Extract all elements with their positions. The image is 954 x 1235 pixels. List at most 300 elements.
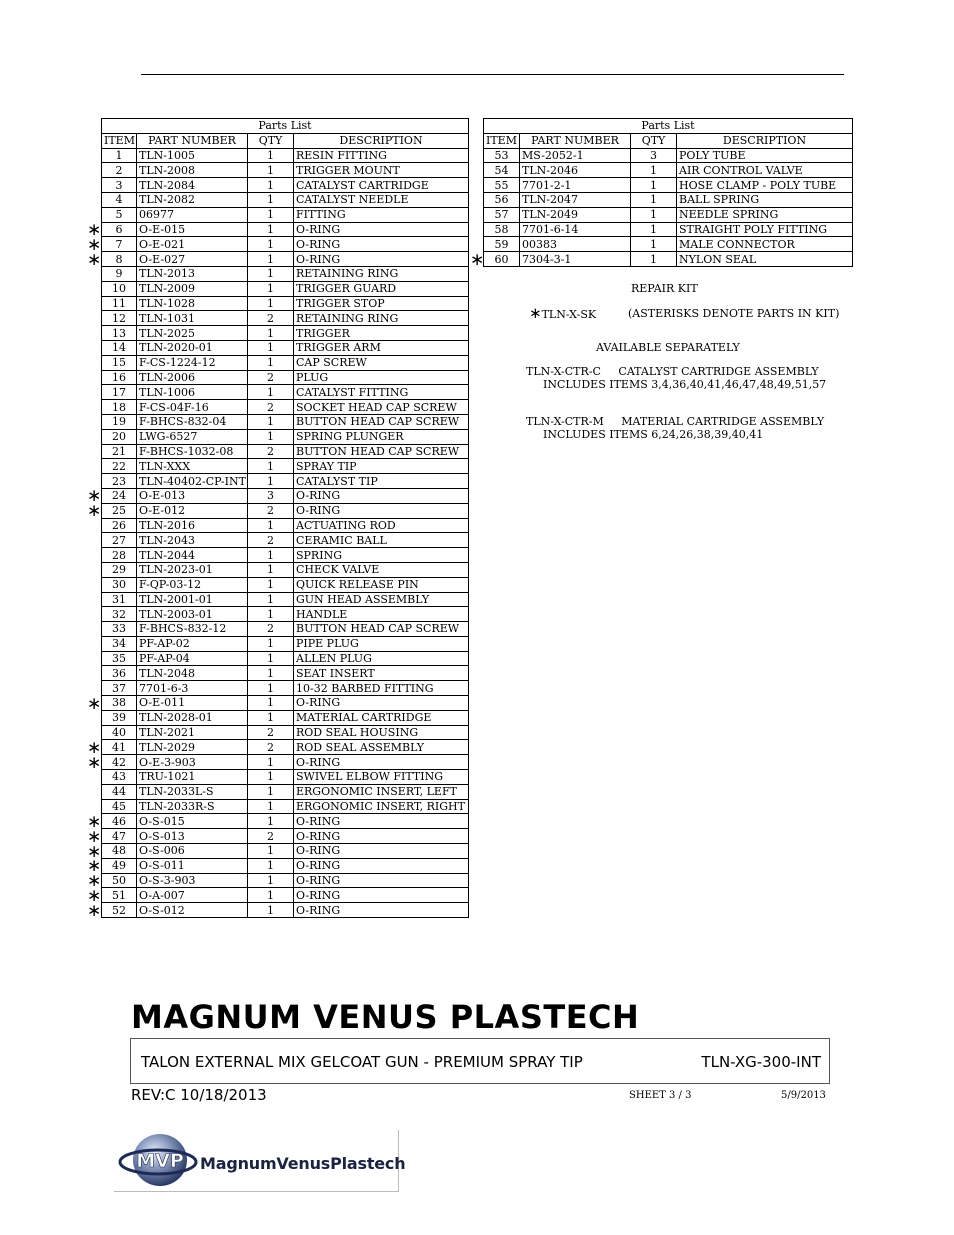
qty-cell: 1 [631, 178, 677, 193]
qty-cell: 1 [248, 237, 294, 252]
table-row [102, 888, 469, 903]
item-cell: 39 [102, 710, 137, 725]
table-row [102, 355, 469, 370]
item-cell: 41 [102, 740, 137, 755]
description-cell: GUN HEAD ASSEMBLY [294, 592, 469, 607]
part-number-cell: F-BHCS-832-04 [137, 414, 248, 429]
table-row [102, 873, 469, 888]
description-cell: O-RING [294, 829, 469, 844]
item-cell: 30 [102, 577, 137, 592]
table-row [102, 474, 469, 489]
kit-asterisk-icon: ∗ [87, 900, 102, 921]
table-row [102, 518, 469, 533]
qty-cell: 1 [248, 710, 294, 725]
item-cell: 22 [102, 459, 137, 474]
item-cell: 31 [102, 592, 137, 607]
qty-cell: 1 [248, 607, 294, 622]
description-cell: CAP SCREW [294, 355, 469, 370]
qty-cell: 1 [248, 548, 294, 563]
qty-cell: 2 [248, 829, 294, 844]
table-row [102, 607, 469, 622]
description-cell: CHECK VALVE [294, 562, 469, 577]
table-row [102, 770, 469, 785]
part-number-cell: TLN-XXX [137, 459, 248, 474]
part-number-cell: TLN-2020-01 [137, 340, 248, 355]
qty-cell: 1 [248, 562, 294, 577]
material-cartridge-includes: INCLUDES ITEMS 6,24,26,38,39,40,41 [543, 428, 764, 441]
kit-asterisk-icon: ∗ [87, 220, 102, 241]
description-cell: MALE CONNECTOR [677, 237, 853, 252]
description-cell: RESIN FITTING [294, 148, 469, 163]
kit-asterisk-icon: ∗ [87, 752, 102, 773]
col-header-item: ITEM [102, 133, 137, 148]
table-row [102, 710, 469, 725]
qty-cell: 1 [248, 888, 294, 903]
description-cell: ALLEN PLUG [294, 651, 469, 666]
item-cell: 59 [484, 237, 520, 252]
description-cell: O-RING [294, 696, 469, 711]
description-cell: O-RING [294, 222, 469, 237]
table-row [102, 266, 469, 281]
material-cartridge-line: TLN-X-CTR-M MATERIAL CARTRIDGE ASSEMBLY [526, 415, 825, 428]
qty-cell: 1 [631, 207, 677, 222]
part-number-cell: 7701-6-14 [520, 222, 631, 237]
kit-asterisk-icon: ∗ [87, 885, 102, 906]
qty-cell: 1 [248, 281, 294, 296]
part-number-cell: TLN-2003-01 [137, 607, 248, 622]
description-cell: MATERIAL CARTRIDGE [294, 710, 469, 725]
description-cell: BUTTON HEAD CAP SCREW [294, 414, 469, 429]
top-rule [141, 74, 844, 75]
item-cell: 9 [102, 266, 137, 281]
part-number-cell: TLN-2016 [137, 518, 248, 533]
item-cell: 28 [102, 548, 137, 563]
part-number-cell: TLN-2084 [137, 178, 248, 193]
part-number-cell: F-CS-1224-12 [137, 355, 248, 370]
qty-cell: 2 [248, 311, 294, 326]
parts-list-table-left [101, 118, 469, 918]
table-row [102, 666, 469, 681]
qty-cell: 1 [248, 799, 294, 814]
item-cell: 3 [102, 178, 137, 193]
description-cell: BUTTON HEAD CAP SCREW [294, 622, 469, 637]
table-row [102, 148, 469, 163]
catalyst-cartridge-line: TLN-X-CTR-C CATALYST CARTRIDGE ASSEMBLY [526, 365, 819, 378]
table-row [484, 252, 853, 267]
table-row [102, 370, 469, 385]
sheet-number: SHEET 3 / 3 [629, 1090, 692, 1101]
table-row [484, 207, 853, 222]
description-cell: PIPE PLUG [294, 636, 469, 651]
qty-cell: 1 [248, 252, 294, 267]
repair-kit-part: TLN-X-SK [541, 308, 597, 321]
qty-cell: 1 [248, 903, 294, 918]
qty-cell: 2 [248, 503, 294, 518]
repair-kit-line [529, 304, 597, 322]
kit-asterisk-icon: ∗ [87, 693, 102, 714]
revision: REV:C 10/18/2013 [131, 1086, 267, 1104]
part-number-cell: 7701-6-3 [137, 681, 248, 696]
kit-asterisk-icon: ∗ [87, 486, 102, 507]
part-number-cell: O-S-015 [137, 814, 248, 829]
description-cell: CERAMIC BALL [294, 533, 469, 548]
description-cell: O-RING [294, 237, 469, 252]
part-number-cell: TLN-1005 [137, 148, 248, 163]
available-separately-title: AVAILABLE SEPARATELY [596, 341, 740, 354]
item-cell: 36 [102, 666, 137, 681]
description-cell: TRIGGER ARM [294, 340, 469, 355]
table-row [102, 281, 469, 296]
table-row [102, 252, 469, 267]
qty-cell: 1 [248, 518, 294, 533]
item-cell: 53 [484, 148, 520, 163]
part-number-cell: TLN-2001-01 [137, 592, 248, 607]
part-number-cell: TLN-2009 [137, 281, 248, 296]
item-cell: 45 [102, 799, 137, 814]
description-cell: FITTING [294, 207, 469, 222]
description-cell: O-RING [294, 488, 469, 503]
table-row [102, 858, 469, 873]
item-cell: 1 [102, 148, 137, 163]
table-row [102, 340, 469, 355]
item-cell: 54 [484, 163, 520, 178]
description-cell: TRIGGER MOUNT [294, 163, 469, 178]
item-cell: 21 [102, 444, 137, 459]
item-cell: 34 [102, 636, 137, 651]
item-cell: 37 [102, 681, 137, 696]
description-cell: STRAIGHT POLY FITTING [677, 222, 853, 237]
item-cell: 26 [102, 518, 137, 533]
table-row [102, 681, 469, 696]
kit-asterisk-icon: ∗ [87, 856, 102, 877]
table-row [102, 296, 469, 311]
item-cell: 49 [102, 858, 137, 873]
item-cell: 5 [102, 207, 137, 222]
item-cell: 14 [102, 340, 137, 355]
description-cell: SPRING [294, 548, 469, 563]
logo-badge: MVP [136, 1150, 184, 1172]
part-number-cell: O-S-011 [137, 858, 248, 873]
qty-cell: 1 [248, 636, 294, 651]
qty-cell: 2 [248, 400, 294, 415]
part-number-cell: TLN-2025 [137, 326, 248, 341]
item-cell: 20 [102, 429, 137, 444]
item-cell: 51 [102, 888, 137, 903]
qty-cell: 2 [248, 370, 294, 385]
item-cell: 44 [102, 784, 137, 799]
repair-kit-note: (ASTERISKS DENOTE PARTS IN KIT) [628, 307, 840, 320]
table-row [102, 326, 469, 341]
description-cell: SWIVEL ELBOW FITTING [294, 770, 469, 785]
description-cell: CATALYST FITTING [294, 385, 469, 400]
qty-cell: 1 [248, 207, 294, 222]
description-cell: O-RING [294, 755, 469, 770]
qty-cell: 1 [248, 592, 294, 607]
qty-cell: 1 [248, 385, 294, 400]
part-number-cell: TLN-2033R-S [137, 799, 248, 814]
item-cell: 24 [102, 488, 137, 503]
item-cell: 27 [102, 533, 137, 548]
description-cell: O-RING [294, 873, 469, 888]
table-row [102, 622, 469, 637]
item-cell: 8 [102, 252, 137, 267]
part-number-cell: TLN-2043 [137, 533, 248, 548]
qty-cell: 1 [248, 459, 294, 474]
item-cell: 46 [102, 814, 137, 829]
table-row [102, 651, 469, 666]
qty-cell: 1 [248, 178, 294, 193]
table-caption: Parts List [102, 119, 469, 134]
item-cell: 15 [102, 355, 137, 370]
description-cell: HOSE CLAMP - POLY TUBE [677, 178, 853, 193]
qty-cell: 1 [248, 770, 294, 785]
description-cell: ERGONOMIC INSERT, LEFT [294, 784, 469, 799]
description-cell: O-RING [294, 903, 469, 918]
item-cell: 60 [484, 252, 520, 267]
part-number-cell: TLN-2013 [137, 266, 248, 281]
part-number-cell: TLN-2033L-S [137, 784, 248, 799]
qty-cell: 1 [248, 163, 294, 178]
description-cell: POLY TUBE [677, 148, 853, 163]
part-number-cell: TLN-1028 [137, 296, 248, 311]
part-number-cell: O-A-007 [137, 888, 248, 903]
part-number-cell: O-S-013 [137, 829, 248, 844]
part-number-cell: TRU-1021 [137, 770, 248, 785]
table-row [102, 444, 469, 459]
col-header-item: ITEM [484, 133, 520, 148]
description-cell: CATALYST CARTRIDGE [294, 178, 469, 193]
table-row [102, 562, 469, 577]
item-cell: 50 [102, 873, 137, 888]
item-cell: 55 [484, 178, 520, 193]
part-number-cell: LWG-6527 [137, 429, 248, 444]
part-number-cell: TLN-2006 [137, 370, 248, 385]
description-cell: BUTTON HEAD CAP SCREW [294, 444, 469, 459]
description-cell: O-RING [294, 844, 469, 859]
part-number-cell: F-BHCS-832-12 [137, 622, 248, 637]
table-row [102, 459, 469, 474]
part-number-cell: TLN-2028-01 [137, 710, 248, 725]
col-header-description: DESCRIPTION [294, 133, 469, 148]
part-number-cell: TLN-2008 [137, 163, 248, 178]
description-cell: ROD SEAL HOUSING [294, 725, 469, 740]
part-number-cell: O-E-027 [137, 252, 248, 267]
qty-cell: 1 [248, 296, 294, 311]
qty-cell: 1 [248, 814, 294, 829]
table-row [102, 503, 469, 518]
item-cell: 58 [484, 222, 520, 237]
item-cell: 43 [102, 770, 137, 785]
part-number-cell: O-E-021 [137, 237, 248, 252]
part-number-cell: F-QP-03-12 [137, 577, 248, 592]
item-cell: 18 [102, 400, 137, 415]
table-row [102, 222, 469, 237]
part-number-cell: MS-2052-1 [520, 148, 631, 163]
table-row [102, 577, 469, 592]
part-number-cell: O-E-013 [137, 488, 248, 503]
part-number-cell: TLN-2049 [520, 207, 631, 222]
table-row [102, 814, 469, 829]
table-row [102, 592, 469, 607]
description-cell: NYLON SEAL [677, 252, 853, 267]
item-cell: 33 [102, 622, 137, 637]
col-header-qty: QTY [631, 133, 677, 148]
qty-cell: 1 [248, 577, 294, 592]
qty-cell: 1 [248, 844, 294, 859]
item-cell: 56 [484, 192, 520, 207]
part-number-cell: TLN-2023-01 [137, 562, 248, 577]
item-cell: 40 [102, 725, 137, 740]
part-number-cell: O-E-3-903 [137, 755, 248, 770]
table-row [484, 237, 853, 252]
item-cell: 47 [102, 829, 137, 844]
item-cell: 17 [102, 385, 137, 400]
qty-cell: 1 [631, 237, 677, 252]
qty-cell: 2 [248, 533, 294, 548]
item-cell: 12 [102, 311, 137, 326]
col-header-part-number: PART NUMBER [137, 133, 248, 148]
qty-cell: 1 [248, 651, 294, 666]
part-number-cell: PF-AP-04 [137, 651, 248, 666]
col-header-description: DESCRIPTION [677, 133, 853, 148]
part-number-cell: TLN-2029 [137, 740, 248, 755]
qty-cell: 1 [248, 873, 294, 888]
part-number-cell: O-E-011 [137, 696, 248, 711]
part-number-cell: TLN-2048 [137, 666, 248, 681]
asterisk-icon: ∗ [529, 304, 542, 322]
table-row [102, 385, 469, 400]
description-cell: SEAT INSERT [294, 666, 469, 681]
qty-cell: 2 [248, 622, 294, 637]
table-row [102, 237, 469, 252]
kit-asterisk-icon: ∗ [87, 826, 102, 847]
table-row [102, 207, 469, 222]
part-number-cell: O-E-015 [137, 222, 248, 237]
qty-cell: 3 [248, 488, 294, 503]
qty-cell: 1 [248, 429, 294, 444]
item-cell: 38 [102, 696, 137, 711]
part-number-cell: 7701-2-1 [520, 178, 631, 193]
part-number-cell: TLN-2046 [520, 163, 631, 178]
parts-list-table-right [483, 118, 853, 267]
table-row [102, 903, 469, 918]
description-cell: CATALYST TIP [294, 474, 469, 489]
part-number-cell: O-S-3-903 [137, 873, 248, 888]
drawing-part-number: TLN-XG-300-INT [701, 1053, 821, 1071]
description-cell: ROD SEAL ASSEMBLY [294, 740, 469, 755]
table-row [102, 725, 469, 740]
kit-asterisk-icon: ∗ [87, 737, 102, 758]
description-cell: SOCKET HEAD CAP SCREW [294, 400, 469, 415]
part-number-cell: O-S-006 [137, 844, 248, 859]
table-caption: Parts List [484, 119, 853, 134]
description-cell: SPRAY TIP [294, 459, 469, 474]
kit-asterisk-icon: ∗ [87, 234, 102, 255]
part-number-cell: F-CS-04F-16 [137, 400, 248, 415]
description-cell: RETAINING RING [294, 311, 469, 326]
table-row [484, 163, 853, 178]
description-cell: 10-32 BARBED FITTING [294, 681, 469, 696]
description-cell: TRIGGER STOP [294, 296, 469, 311]
part-number-cell: TLN-2044 [137, 548, 248, 563]
item-cell: 42 [102, 755, 137, 770]
qty-cell: 1 [248, 355, 294, 370]
table-row [102, 784, 469, 799]
col-header-part-number: PART NUMBER [520, 133, 631, 148]
item-cell: 32 [102, 607, 137, 622]
item-cell: 7 [102, 237, 137, 252]
logo-text: MagnumVenusPlastech [200, 1154, 406, 1173]
kit-asterisk-icon: ∗ [87, 841, 102, 862]
item-cell: 6 [102, 222, 137, 237]
qty-cell: 1 [248, 784, 294, 799]
table-row [102, 192, 469, 207]
description-cell: NEEDLE SPRING [677, 207, 853, 222]
item-cell: 29 [102, 562, 137, 577]
part-number-cell: TLN-2082 [137, 192, 248, 207]
table-row [102, 799, 469, 814]
qty-cell: 1 [248, 192, 294, 207]
table-row [102, 414, 469, 429]
description-cell: ERGONOMIC INSERT, RIGHT [294, 799, 469, 814]
description-cell: TRIGGER [294, 326, 469, 341]
part-number-cell: 06977 [137, 207, 248, 222]
item-cell: 2 [102, 163, 137, 178]
qty-cell: 1 [248, 148, 294, 163]
table-row [102, 311, 469, 326]
part-number-cell: O-E-012 [137, 503, 248, 518]
table-row [102, 533, 469, 548]
item-cell: 57 [484, 207, 520, 222]
col-header-qty: QTY [248, 133, 294, 148]
qty-cell: 1 [248, 755, 294, 770]
qty-cell: 1 [248, 326, 294, 341]
table-row [102, 429, 469, 444]
item-cell: 10 [102, 281, 137, 296]
part-number-cell: TLN-2021 [137, 725, 248, 740]
qty-cell: 1 [248, 340, 294, 355]
item-cell: 48 [102, 844, 137, 859]
qty-cell: 1 [248, 414, 294, 429]
table-row [102, 636, 469, 651]
part-number-cell: 7304-3-1 [520, 252, 631, 267]
item-cell: 13 [102, 326, 137, 341]
part-number-cell: O-S-012 [137, 903, 248, 918]
kit-asterisk-icon: ∗ [87, 249, 102, 270]
part-number-cell: PF-AP-02 [137, 636, 248, 651]
part-number-cell: TLN-40402-CP-INT [137, 474, 248, 489]
description-cell: CATALYST NEEDLE [294, 192, 469, 207]
qty-cell: 2 [248, 740, 294, 755]
catalyst-cartridge-includes: INCLUDES ITEMS 3,4,36,40,41,46,47,48,49,51,57 [543, 378, 827, 391]
company-name: MAGNUM VENUS PLASTECH [131, 998, 640, 1036]
qty-cell: 1 [248, 681, 294, 696]
item-cell: 4 [102, 192, 137, 207]
description-cell: ACTUATING ROD [294, 518, 469, 533]
item-cell: 16 [102, 370, 137, 385]
table-row [102, 740, 469, 755]
description-cell: HANDLE [294, 607, 469, 622]
kit-asterisk-icon: ∗ [87, 501, 102, 522]
qty-cell: 1 [248, 696, 294, 711]
item-cell: 19 [102, 414, 137, 429]
table-row [102, 696, 469, 711]
qty-cell: 1 [631, 192, 677, 207]
table-row [484, 192, 853, 207]
kit-asterisk-icon: ∗ [87, 871, 102, 892]
table-row [102, 488, 469, 503]
kit-asterisk-icon: ∗ [470, 249, 485, 270]
